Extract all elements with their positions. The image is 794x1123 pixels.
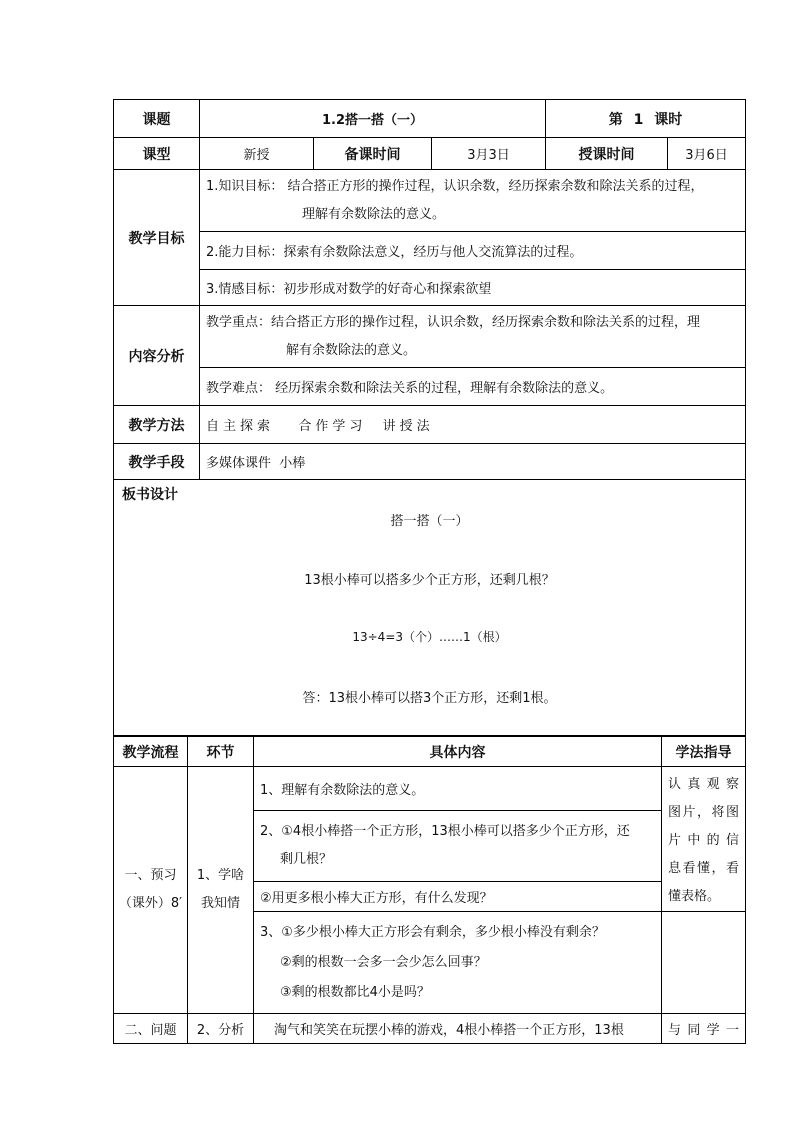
flow-content-4-line3: ③剩的根数都比4小是吗？ <box>280 984 430 1000</box>
analysis-focus <box>200 306 746 368</box>
analysis-label: 内容分析 <box>114 306 200 406</box>
board-title: 搭一搭（一） <box>390 514 469 529</box>
flow-step-learn <box>188 767 254 1014</box>
flow-content-2-line2: 剩几根？ <box>280 851 333 867</box>
means-value: 多媒体课件 小棒 <box>200 444 746 480</box>
flow-header-step: 环节 <box>188 737 254 767</box>
period-value: 第 1 课时 <box>546 100 746 138</box>
board-design <box>114 480 746 736</box>
prep-date: 3月3日 <box>432 138 546 170</box>
flow-guide-1-line4: 息看懂，看 <box>668 861 739 876</box>
board-equation: 13÷4=3（个）……1（根） <box>352 630 507 644</box>
board-question: 13根小棒可以搭多少个正方形，还剩几根？ <box>304 573 555 588</box>
flow-content-4 <box>254 912 662 1014</box>
objectives-label: 教学目标 <box>114 170 200 306</box>
flow-guide-1-line3: 片中的信 <box>668 833 739 848</box>
analysis-difficulty: 教学难点： 经历探索余数和除法关系的过程，理解有余数除法的意义。 <box>200 368 746 406</box>
flow-stage-preview <box>114 767 188 1014</box>
flow-step-learn-line1: 1、学啥 <box>196 868 245 883</box>
flow-guide-blank <box>662 912 746 1014</box>
objective-knowledge-line1: 1.知识目标： 结合搭正方形的操作过程，认识余数，经历探索余数和除法关系的过程， <box>206 178 704 194</box>
flow-header-guide: 学法指导 <box>662 737 746 767</box>
objective-emotion: 3.情感目标：初步形成对数学的好奇心和探索欲望 <box>200 270 746 306</box>
flow-content-1: 1、理解有余数除法的意义。 <box>254 767 662 811</box>
topic-label: 课题 <box>114 100 200 138</box>
flow-content-4-line1: 3、①多少根小棒大正方形会有剩余，多少根小棒没有剩余？ <box>260 924 605 940</box>
flow-stage-preview-line1: 一、预习 <box>124 868 177 883</box>
teach-time-label: 授课时间 <box>546 138 668 170</box>
flow-content-4-line2: ②剩的根数一会多一会少怎么回事？ <box>280 954 487 970</box>
flow-content-2-line1: 2、①4根小棒搭一个正方形，13根小棒可以搭多少个正方形，还 <box>260 823 630 839</box>
board-answer: 答：13根小棒可以搭3个正方形，还剩1根。 <box>302 691 557 706</box>
teach-date: 3月6日 <box>668 138 746 170</box>
flow-guide-1-line2: 图片，将图 <box>668 805 739 820</box>
method-value: 自主探索 合作学习 讲授法 <box>200 406 746 444</box>
flow-header-content: 具体内容 <box>254 737 662 767</box>
flow-guide-1-line1: 认真观察 <box>668 777 739 792</box>
objective-knowledge <box>200 170 746 232</box>
flow-stage-problem: 二、问题 <box>114 1014 188 1044</box>
flow-guide-1 <box>662 767 746 912</box>
teaching-flow-table <box>113 736 746 1044</box>
flow-stage-preview-line2: （课外）8′ <box>118 896 183 911</box>
analysis-focus-line2: 解有余数除法的意义。 <box>286 342 417 358</box>
means-label: 教学手段 <box>114 444 200 480</box>
flow-content-5: 淘气和笑笑在玩摆小棒的游戏，4根小棒搭一个正方形，13根 <box>254 1014 662 1044</box>
flow-content-2 <box>254 810 662 881</box>
objective-knowledge-line2: 理解有余数除法的意义。 <box>302 206 446 222</box>
flow-step-learn-line2: 我知情 <box>200 896 240 911</box>
prep-time-label: 备课时间 <box>314 138 432 170</box>
flow-step-analyze: 2、分析 <box>188 1014 254 1044</box>
flow-header-stage: 教学流程 <box>114 737 188 767</box>
type-label: 课型 <box>114 138 200 170</box>
analysis-focus-line1: 教学重点：结合搭正方形的操作过程，认识余数，经历探索余数和除法关系的过程，理 <box>206 314 701 330</box>
method-label: 教学方法 <box>114 406 200 444</box>
board-label: 板书设计 <box>122 487 178 503</box>
flow-content-3: ②用更多根小棒大正方形，有什么发现？ <box>254 882 662 912</box>
type-value: 新授 <box>200 138 314 170</box>
flow-guide-1-line5: 懂表格。 <box>668 889 721 904</box>
flow-guide-2: 与同学一 <box>662 1014 746 1044</box>
objective-ability: 2.能力目标：探索有余数除法意义，经历与他人交流算法的过程。 <box>200 232 746 270</box>
lesson-plan-table <box>113 99 746 736</box>
topic-value: 1.2搭一搭（一） <box>200 100 546 138</box>
